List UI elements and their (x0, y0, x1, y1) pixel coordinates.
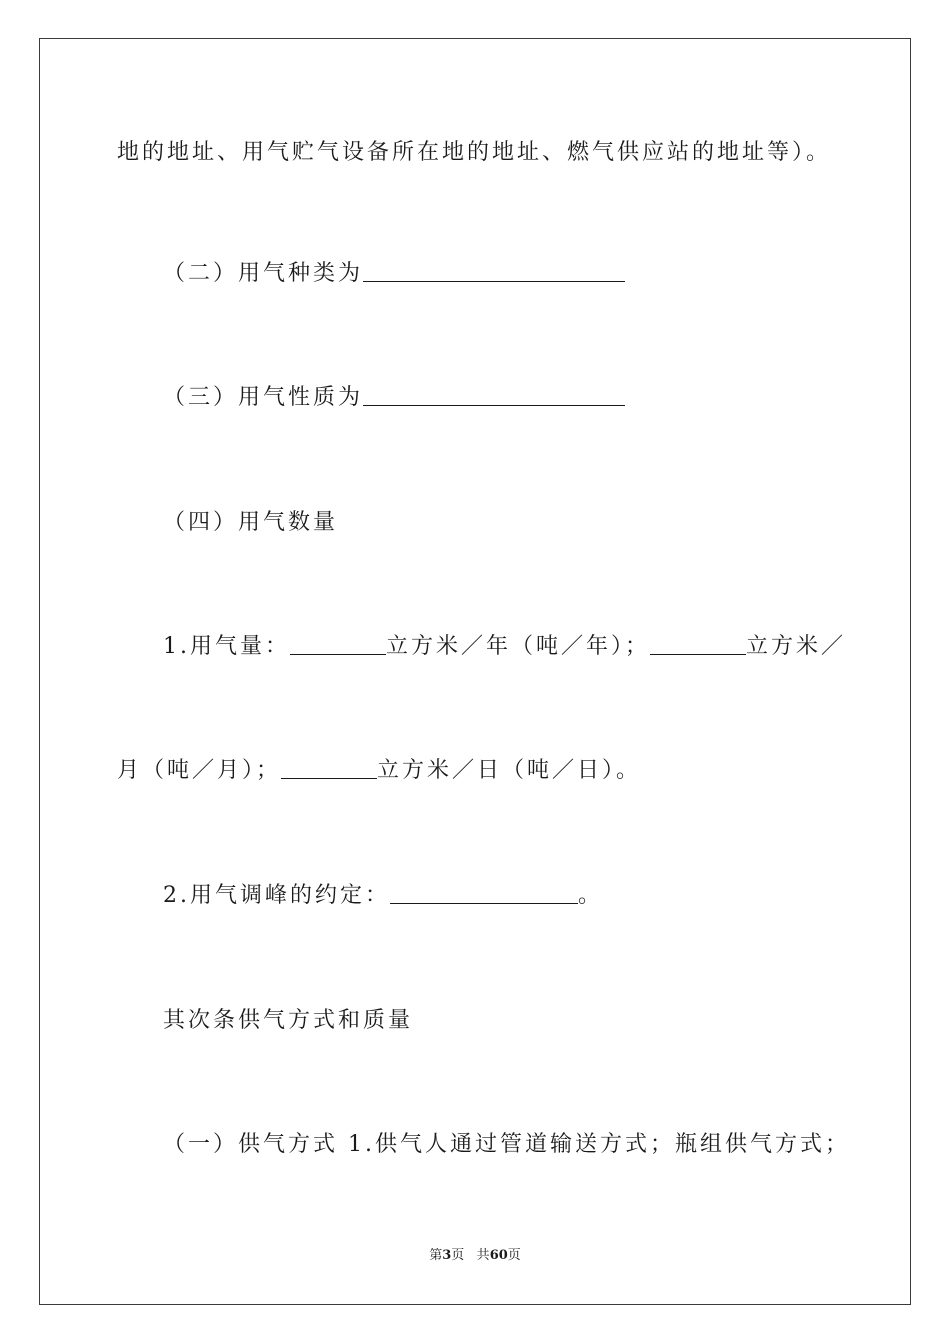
blank-gas-nature (363, 385, 625, 406)
footer-page-suffix: 页 (451, 1248, 465, 1263)
punct-peak-shaving: 。 (578, 883, 604, 908)
heading-gas-quantity: （四）用气数量 (163, 510, 339, 535)
paragraph-supply-method (163, 1131, 850, 1159)
blank-peak-shaving (390, 883, 578, 904)
text-supply-method: （一）供气方式 1.供气人通过管道输送方式；瓶组供气方式； (163, 1132, 850, 1157)
footer-total-prefix: 共 (476, 1248, 490, 1263)
footer-total-suffix: 页 (507, 1248, 521, 1263)
blank-gas-type (363, 261, 625, 282)
unit-per-day: 立方米／日（吨／日）。 (377, 758, 642, 783)
text-address-continuation: 地的地址、用气贮气设备所在地的地址、燃气供应站的地址等）。 (117, 140, 832, 165)
label-gas-volume: 1.用气量： (163, 634, 290, 659)
paragraph-gas-type (163, 260, 625, 288)
paragraph-address-continuation (117, 139, 831, 167)
paragraph-gas-nature (163, 384, 625, 412)
page-border (39, 38, 911, 1305)
footer-page-total: 60 (489, 1248, 508, 1263)
label-gas-type: （二）用气种类为 (163, 261, 364, 286)
heading-supply-method-quality: 其次条供气方式和质量 (163, 1008, 414, 1033)
footer-page-prefix: 第 (429, 1248, 443, 1263)
blank-volume-per-year (290, 634, 386, 655)
blank-volume-per-month (650, 634, 746, 655)
footer-page-current: 3 (442, 1248, 452, 1263)
paragraph-article-heading (163, 1007, 413, 1035)
label-peak-shaving: 2.用气调峰的约定： (163, 883, 390, 908)
page-footer (0, 1247, 950, 1265)
paragraph-peak-shaving (163, 882, 603, 910)
unit-per-year: 立方米／年（吨／年）； (386, 634, 651, 659)
blank-volume-per-day (281, 758, 377, 779)
paragraph-gas-volume-cont (117, 757, 641, 785)
unit-per-month-end: 月（吨／月）； (117, 758, 282, 783)
paragraph-gas-quantity-heading (163, 509, 338, 537)
label-gas-nature: （三）用气性质为 (163, 385, 364, 410)
paragraph-gas-volume (163, 633, 846, 661)
unit-per-month-start: 立方米／ (746, 634, 847, 659)
